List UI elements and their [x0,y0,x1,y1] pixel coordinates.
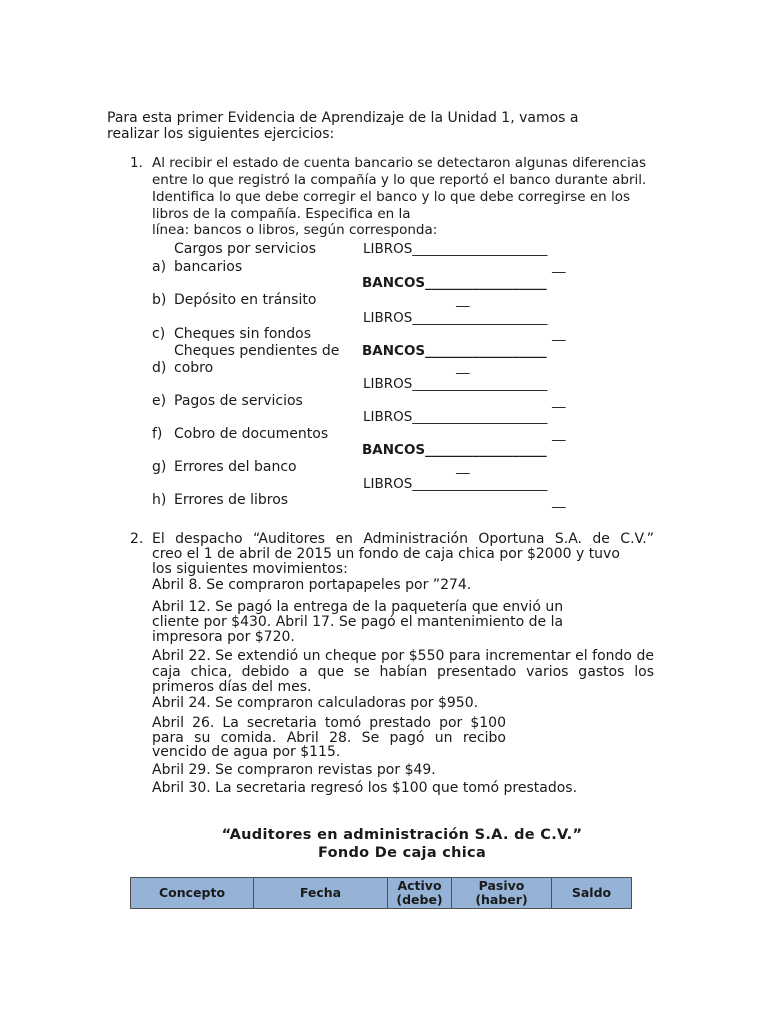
item-label: bancarios [174,259,243,275]
movement-line: Abril 12. Se pagó la entrega de la paquetería que envió un [152,599,564,615]
item-letter: e) [152,393,167,409]
question-number: 2. [130,531,144,547]
question-line: línea: bancos o libros, según corresponda: [152,222,438,238]
item-letter: h) [152,492,167,508]
answer-line: LIBROS____________________ [363,241,548,257]
answer-line: BANCOS__________________ [362,343,547,359]
answer-line: BANCOS__________________ [362,275,547,291]
movement-line: Abril 29. Se compraron revistas por $49. [152,762,436,778]
item-label: Cheques sin fondos [174,326,311,342]
movement-line: caja chica, debido a que se habían presentado varios gastos los [152,664,654,680]
movement-line: para su comida. Abril 28. Se pagó un recibo [152,730,506,746]
column-header-saldo: Saldo [552,878,632,909]
question-line: creo el 1 de abril de 2015 un fondo de caja chica por $2000 y tuvo [152,546,620,562]
answer-line-tail: __ [456,292,470,308]
item-letter: a) [152,259,167,275]
question-line: El despacho “Auditores en Administración Oportuna S.A. de C.V.” [152,531,654,547]
intro-line: realizar los siguientes ejercicios: [107,126,335,142]
intro-line: Para esta primer Evidencia de Aprendizaje de la Unidad 1, vamos a [107,110,579,126]
item-label: cobro [174,360,214,376]
answer-line-tail: __ [552,326,566,342]
column-header-fecha: Fecha [254,878,388,909]
ledger-header-row [131,878,632,909]
movement-line: vencido de agua por $115. [152,744,341,760]
answer-line-tail: __ [552,258,566,274]
ledger-title: “Auditores en administración S.A. de C.V.” [221,827,583,843]
movement-line: Abril 8. Se compraron portapapeles por ”274. [152,577,472,593]
question-line: Identifica lo que debe corregir el banco y lo que debe corregirse en los [152,189,631,205]
answer-line: LIBROS____________________ [363,310,548,326]
ledger-subtitle: Fondo De caja chica [317,845,487,861]
question-line: Al recibir el estado de cuenta bancario se detectaron algunas diferencias [152,155,647,171]
answer-line: LIBROS____________________ [363,409,548,425]
answer-line-tail: __ [456,359,470,375]
question-line: libros de la compañía. Especifica en la [152,206,411,222]
item-label: Pagos de servicios [174,393,303,409]
item-letter: d) [152,360,167,376]
movement-line: Abril 30. La secretaria regresó los $100 que tomó prestados. [152,780,578,796]
ledger-table [130,877,632,909]
column-header-activo: Activo (debe) [388,878,452,909]
item-letter: b) [152,292,167,308]
answer-line-tail: __ [552,426,566,442]
movement-line: cliente por $430. Abril 17. Se pagó el mantenimiento de la [152,614,564,630]
answer-line: LIBROS____________________ [363,476,548,492]
movement-line: Abril 26. La secretaria tomó prestado por $100 [152,715,506,731]
item-letter: c) [152,326,166,342]
item-label: Errores del banco [174,459,297,475]
question-number: 1. [130,155,143,171]
answer-line-tail: __ [552,493,566,509]
movement-line: primeros días del mes. [152,679,312,695]
question-line: entre lo que registró la compañía y lo que reportó el banco durante abril. [152,172,647,188]
item-label: Depósito en tránsito [174,292,317,308]
item-letter: g) [152,459,167,475]
column-header-pasivo: Pasivo (haber) [452,878,552,909]
answer-line: BANCOS__________________ [362,442,547,458]
movement-line: Abril 24. Se compraron calculadoras por $950. [152,695,479,711]
answer-line-tail: __ [456,459,470,475]
item-label: Cobro de documentos [174,426,329,442]
item-label: Errores de libros [174,492,289,508]
question-line: los siguientes movimientos: [152,561,348,577]
item-label-pre: Cargos por servicios [174,241,317,257]
item-label-pre: Cheques pendientes de [174,343,340,359]
column-header-concepto: Concepto [131,878,254,909]
answer-line-tail: __ [552,393,566,409]
movement-line: impresora por $720. [152,629,295,645]
item-letter: f) [152,426,163,442]
answer-line: LIBROS____________________ [363,376,548,392]
movement-line: Abril 22. Se extendió un cheque por $550 para incrementar el fondo de [152,648,654,664]
